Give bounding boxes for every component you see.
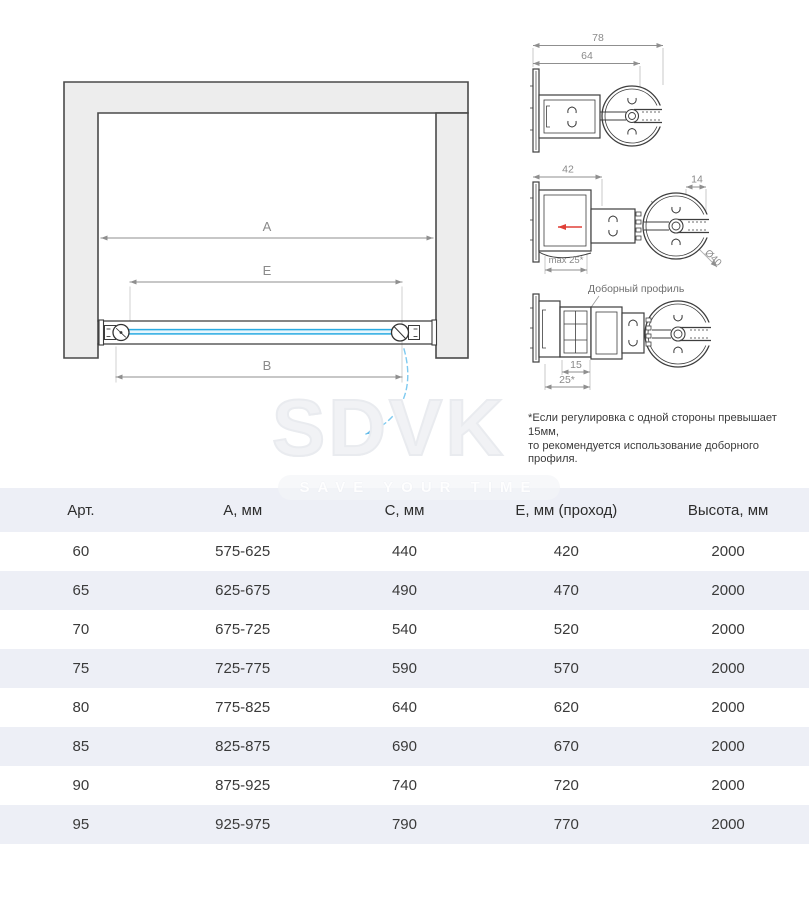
dim-label-25: 25* <box>559 374 575 386</box>
table-cell: 60 <box>72 543 90 560</box>
table-cell: 2000 <box>711 777 745 794</box>
table-row <box>0 688 809 727</box>
table-row <box>0 610 809 649</box>
table-cell: 670 <box>553 738 579 755</box>
table-row <box>0 727 809 766</box>
table-cell: 90 <box>72 777 90 794</box>
table-cell: 775-825 <box>215 699 271 716</box>
table-cell: 690 <box>391 738 417 755</box>
table-cell: 540 <box>391 621 417 638</box>
table-cell: 2000 <box>711 699 745 716</box>
watermark-logo: SDVK <box>271 383 507 472</box>
table-cell: 790 <box>391 816 417 833</box>
table-cell: 440 <box>391 543 417 560</box>
table-cell: 825-875 <box>215 738 271 755</box>
table-cell: 740 <box>391 777 417 794</box>
column-header-art: Арт. <box>67 501 95 519</box>
dim-label-b: B <box>262 358 272 373</box>
table-cell: 2000 <box>711 816 745 833</box>
table-cell: 2000 <box>711 582 745 599</box>
table-cell: 80 <box>72 699 90 716</box>
table-cell: 2000 <box>711 738 745 755</box>
table-row <box>0 649 809 688</box>
table-cell: 420 <box>553 543 579 560</box>
watermark-tagline: SAVE YOUR TIME <box>278 475 560 500</box>
profile-section-middle <box>530 164 724 275</box>
table-cell: 590 <box>391 660 417 677</box>
table-cell: 2000 <box>711 543 745 560</box>
wall-profile-channel <box>539 95 600 138</box>
slide-direction-arrow <box>366 349 408 434</box>
wall-right <box>436 113 468 358</box>
table-cell: 675-725 <box>215 621 271 638</box>
dim-label-14: 14 <box>691 173 703 186</box>
dim-label-15: 15 <box>570 359 582 371</box>
dim-label-a: A <box>262 219 272 234</box>
footnote <box>528 412 803 467</box>
table-row <box>0 532 809 571</box>
table-cell: 770 <box>553 816 579 833</box>
spec-table <box>0 488 809 844</box>
table-cell: 925-975 <box>215 816 271 833</box>
table-cell: 620 <box>553 699 579 716</box>
dim-label-e: E <box>262 263 272 278</box>
extension-profile-label: Доборный профиль <box>588 283 685 295</box>
table-cell: 720 <box>553 777 579 794</box>
table-cell: 85 <box>72 738 90 755</box>
table-header <box>0 488 809 532</box>
table-cell: 575-625 <box>215 543 271 560</box>
glass-panel <box>127 330 393 334</box>
table-row <box>0 766 809 805</box>
table-row <box>0 571 809 610</box>
table-cell: 2000 <box>711 621 745 638</box>
column-header-a: А, мм <box>223 501 263 519</box>
table-cell: 70 <box>72 621 90 638</box>
table-cell: 625-675 <box>215 582 271 599</box>
table-cell: 725-775 <box>215 660 271 677</box>
table-cell: 95 <box>72 816 90 833</box>
profile-section-bottom <box>530 283 713 390</box>
table-cell: 640 <box>391 699 417 716</box>
column-header-e: Е, мм (проход) <box>515 501 618 519</box>
footnote-line1: *Если регулировка с одной стороны превышает 15мм, <box>528 412 777 438</box>
dim-label-42: 42 <box>562 163 574 176</box>
column-header-c: С, мм <box>384 501 425 519</box>
table-row <box>0 805 809 844</box>
table-cell: 75 <box>72 660 90 677</box>
dim-label-78: 78 <box>592 32 604 44</box>
profile-section-top <box>530 32 664 152</box>
column-header-height: Высота, мм <box>687 501 769 519</box>
table-cell: 570 <box>553 660 579 677</box>
dim-label-diameter: Ø40 <box>702 247 724 269</box>
connector-channel <box>622 313 644 353</box>
adjustable-channel <box>539 190 591 251</box>
table-cell: 490 <box>391 582 417 599</box>
table-cell: 2000 <box>711 660 745 677</box>
table-cell: 65 <box>72 582 90 599</box>
table-cell: 470 <box>553 582 579 599</box>
footnote-line2: то рекомендуется использование доборного профиля. <box>528 439 760 466</box>
dim-label-64: 64 <box>581 50 593 62</box>
connector-channel <box>591 209 635 243</box>
table-cell: 520 <box>553 621 579 638</box>
table-cell: 875-925 <box>215 777 271 794</box>
dim-label-max25: max 25* <box>548 255 584 266</box>
plan-view-drawing <box>64 82 468 434</box>
bracket-right <box>409 326 420 340</box>
